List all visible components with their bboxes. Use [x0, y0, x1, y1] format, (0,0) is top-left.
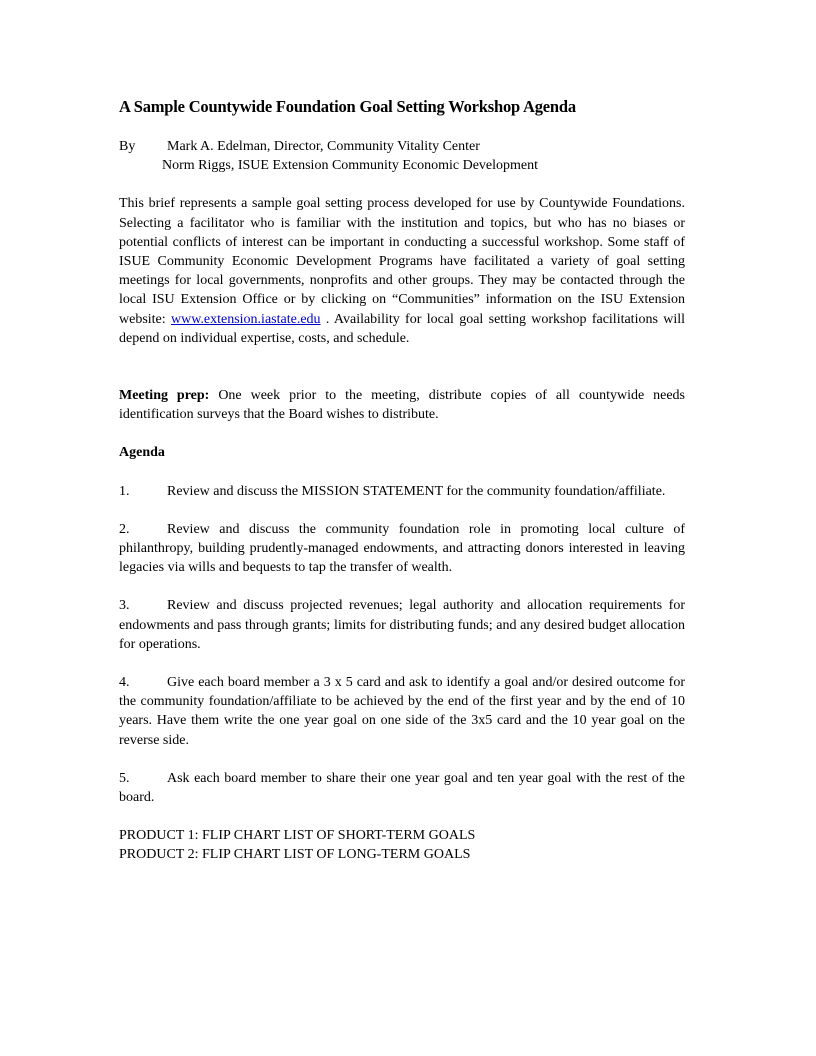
intro-text-after-link: . Availability for local goal setting workshop facilitations will depend on individual expertise, costs, and schedule.: [119, 311, 686, 346]
agenda-item-text: Review and discuss projected revenues; legal authority and allocation requirements for endowments and pass through grants; limits for distributing funds; and any desired budget allocation for operations.: [119, 598, 685, 652]
products-list: [119, 826, 685, 864]
author-line-2: Norm Riggs, ISUE Extension Community Economic Development: [162, 158, 539, 174]
author-line-1: Mark A. Edelman, Director, Community Vitality Center: [167, 139, 480, 154]
agenda-item-number: 5.: [119, 770, 130, 786]
agenda-item-number: 4.: [119, 675, 130, 691]
agenda-item-text: Ask each board member to share their one year goal and ten year goal with the rest of the board.: [119, 770, 685, 806]
agenda-item-text: Review and discuss the community foundation role in promoting local culture of philanthropy, building prudently-managed endowments, and attracting donors interested in leaving legacies via wills and bequests to tap the transfer of wealth.: [119, 521, 685, 576]
intro-text-before-link: This brief represents a sample goal setting process developed for use by Countywide Foundations. Selecting a facilitator who is familiar with the institution and topics, but who has no biases or potential conflicts of interest can be important in conducting a successful workshop. Some staff of ISUE Community Economic Development Programs have facilitated a variety of goal setting meetings for local governments, nonprofits and other groups. They may be contacted through the local ISU Extension Office or by clicking on “Communities” information on the ISU Extension website:: [119, 196, 685, 327]
agenda-heading: Agenda: [119, 445, 165, 461]
agenda-item: [119, 520, 685, 578]
byline-row-1: [119, 137, 685, 156]
meeting-prep-paragraph: [119, 386, 685, 424]
document-page: [119, 96, 685, 865]
product-line-1: PRODUCT 1: FLIP CHART LIST OF SHORT-TERM GOALS: [119, 828, 476, 844]
byline: [119, 137, 685, 175]
agenda-item-number: 3.: [119, 598, 130, 614]
agenda-item-text: Review and discuss the MISSION STATEMENT for the community foundation/affiliate.: [167, 483, 666, 499]
agenda-item: [119, 482, 685, 501]
agenda-item-number: 1.: [119, 483, 130, 499]
document-title: A Sample Countywide Foundation Goal Setting Workshop Agenda: [119, 97, 576, 116]
byline-label: By: [119, 139, 136, 154]
agenda-item-text: Give each board member a 3 x 5 card and ask to identify a goal and/or desired outcome for the community foundation/affiliate to be achieved by the end of the first year and by the end of 10 years. Have them write the one year goal on one side of the 3x5 card and the 10 year goal on the reverse side.: [119, 675, 685, 748]
extension-website-link[interactable]: www.extension.iastate.edu: [170, 311, 321, 327]
intro-paragraph: [119, 194, 685, 348]
meeting-prep-text: One week prior to the meeting, distribute copies of all countywide needs identification surveys that the Board wishes to distribute.: [119, 388, 686, 423]
product-line-2: PRODUCT 2: FLIP CHART LIST OF LONG-TERM GOALS: [119, 847, 471, 863]
agenda-item: [119, 769, 685, 807]
agenda-item: [119, 596, 685, 654]
meeting-prep-label: Meeting prep:: [119, 388, 210, 404]
agenda-item: [119, 673, 685, 750]
agenda-item-number: 2.: [119, 521, 130, 537]
